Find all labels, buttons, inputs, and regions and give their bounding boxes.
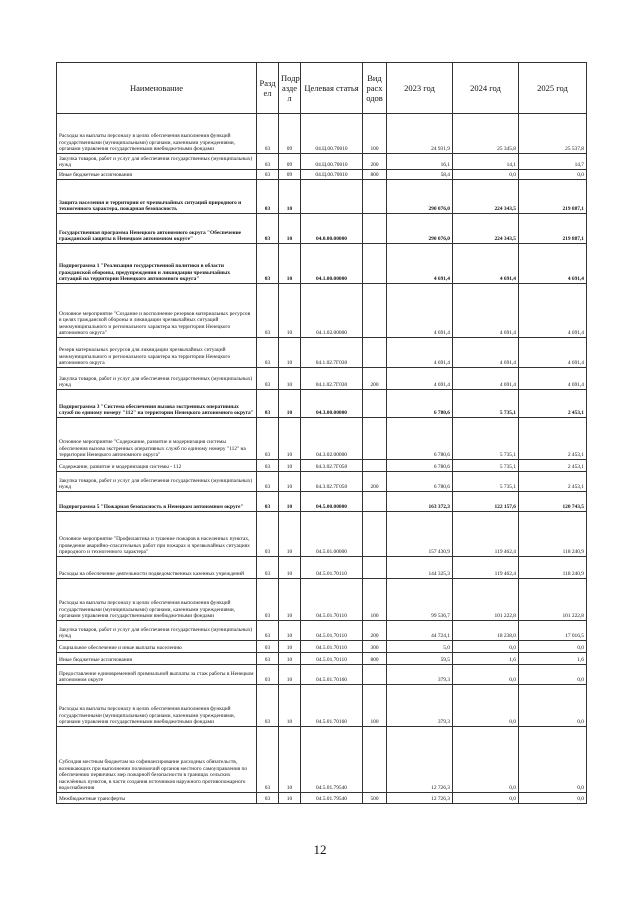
cell-razdel: 03 bbox=[257, 472, 279, 492]
budget-table bbox=[56, 62, 587, 804]
cell-2023: 157 430,9 bbox=[387, 512, 453, 557]
cell-2024: 14,1 bbox=[453, 154, 519, 170]
cell-podrazdel: 10 bbox=[279, 244, 301, 284]
cell-2024: 4 691,4 bbox=[453, 284, 519, 338]
cell-name: Расходы на выплаты персоналу в целях обеспечения выполнения функций государственными (муниципальными) органами, казенными учреждениями, органами управления государственными внебюджетными фондами bbox=[57, 114, 257, 154]
cell-2024: 4 691,4 bbox=[453, 338, 519, 368]
cell-podrazdel: 10 bbox=[279, 665, 301, 685]
table-row bbox=[57, 338, 587, 368]
cell-name: Основное мероприятие "Содержание, развитие и модернизация системы обеспечения вызова экстренных оперативных служб по единому номеру "112" на территории Ненецкого автономного округа" bbox=[57, 418, 257, 460]
cell-2024: 0,0 bbox=[453, 793, 519, 804]
table-header-row bbox=[57, 63, 587, 114]
cell-vid-rashodov bbox=[363, 284, 387, 338]
page-number: 12 bbox=[313, 842, 327, 857]
cell-celevaya-statya: 04.5.00.00000 bbox=[301, 492, 363, 512]
cell-celevaya-statya: 04.1.02.00000 bbox=[301, 284, 363, 338]
cell-celevaya-statya: 04.Ц.00.70010 bbox=[301, 170, 363, 180]
cell-2023: 379,3 bbox=[387, 685, 453, 727]
cell-name: Субсидия местным бюджетам на софинансирование расходных обязательств, возникающих при выполнении полномочий органов местного самоуправления по обеспечению первичных мер пожарной безопасности в границах сельских населённых пунктов, в части создания источников наружного противопожарного водоснабжения bbox=[57, 727, 257, 793]
cell-name: Закупка товаров, работ и услуг для обеспечения государственных (муниципальных) нужд bbox=[57, 472, 257, 492]
header-celevaya-statya: Целевая статья bbox=[301, 63, 363, 114]
cell-2023: 24 931,9 bbox=[387, 114, 453, 154]
cell-2025: 219 887,1 bbox=[519, 214, 587, 244]
cell-2024: 25 345,8 bbox=[453, 114, 519, 154]
cell-celevaya-statya: 04.5.01.70110 bbox=[301, 641, 363, 653]
cell-2025: 4 691,4 bbox=[519, 244, 587, 284]
table-row bbox=[57, 793, 587, 804]
cell-2024: 5 735,1 bbox=[453, 418, 519, 460]
cell-podrazdel: 10 bbox=[279, 512, 301, 557]
cell-podrazdel: 10 bbox=[279, 641, 301, 653]
cell-name: Подпрограмма 1 "Реализация государственной политики в области гражданской обороны, предупреждения и ликвидации чрезвычайных ситуаций на территории Ненецкого автономного округа" bbox=[57, 244, 257, 284]
table-row bbox=[57, 114, 587, 154]
cell-razdel: 03 bbox=[257, 338, 279, 368]
cell-2023: 290 076,0 bbox=[387, 180, 453, 214]
cell-celevaya-statya: 04.Ц.00.70010 bbox=[301, 154, 363, 170]
cell-celevaya-statya: 04.3.02.7Г050 bbox=[301, 472, 363, 492]
cell-podrazdel: 10 bbox=[279, 390, 301, 418]
cell-vid-rashodov: 800 bbox=[363, 170, 387, 180]
cell-2024: 1,6 bbox=[453, 653, 519, 665]
cell-2023: 4 691,4 bbox=[387, 368, 453, 390]
cell-2023: 5,0 bbox=[387, 641, 453, 653]
cell-2025: 2 453,1 bbox=[519, 472, 587, 492]
cell-celevaya-statya: 04.1.02.7Г030 bbox=[301, 368, 363, 390]
cell-celevaya-statya bbox=[301, 180, 363, 214]
table-row bbox=[57, 665, 587, 685]
cell-podrazdel: 10 bbox=[279, 418, 301, 460]
cell-podrazdel: 10 bbox=[279, 472, 301, 492]
cell-podrazdel: 09 bbox=[279, 170, 301, 180]
cell-celevaya-statya: 04.5.01.70110 bbox=[301, 557, 363, 579]
cell-podrazdel: 10 bbox=[279, 180, 301, 214]
cell-2025: 17 016,5 bbox=[519, 621, 587, 641]
cell-2023: 99 536,7 bbox=[387, 579, 453, 621]
cell-vid-rashodov: 200 bbox=[363, 154, 387, 170]
cell-vid-rashodov bbox=[363, 390, 387, 418]
cell-name: Иные бюджетные ассигнования bbox=[57, 170, 257, 180]
cell-celevaya-statya: 04.1.00.00000 bbox=[301, 244, 363, 284]
cell-2023: 12 726,3 bbox=[387, 727, 453, 793]
cell-2024: 0,0 bbox=[453, 665, 519, 685]
table-row bbox=[57, 579, 587, 621]
header-2023: 2023 год bbox=[387, 63, 453, 114]
cell-celevaya-statya: 04.5.01.70110 bbox=[301, 621, 363, 641]
header-podrazdel: Подр азде л bbox=[279, 63, 301, 114]
cell-vid-rashodov bbox=[363, 460, 387, 472]
cell-name: Защита населения и территории от чрезвычайных ситуаций природного и техногенного характера, пожарная безопасность bbox=[57, 180, 257, 214]
cell-2024: 0,0 bbox=[453, 727, 519, 793]
cell-razdel: 03 bbox=[257, 284, 279, 338]
cell-name: Межбюджетные трансферты bbox=[57, 793, 257, 804]
cell-podrazdel: 10 bbox=[279, 284, 301, 338]
table-row bbox=[57, 727, 587, 793]
cell-vid-rashodov: 200 bbox=[363, 472, 387, 492]
cell-2025: 0,0 bbox=[519, 641, 587, 653]
cell-razdel: 03 bbox=[257, 579, 279, 621]
cell-2023: 379,3 bbox=[387, 665, 453, 685]
cell-vid-rashodov bbox=[363, 512, 387, 557]
cell-2024: 119 462,4 bbox=[453, 557, 519, 579]
cell-2024: 18 238,0 bbox=[453, 621, 519, 641]
cell-2024: 4 691,4 bbox=[453, 368, 519, 390]
cell-2023: 59,5 bbox=[387, 653, 453, 665]
header-name: Наименование bbox=[57, 63, 257, 114]
cell-podrazdel: 10 bbox=[279, 621, 301, 641]
cell-razdel: 03 bbox=[257, 390, 279, 418]
cell-razdel: 03 bbox=[257, 685, 279, 727]
cell-vid-rashodov bbox=[363, 492, 387, 512]
table-row bbox=[57, 244, 587, 284]
cell-celevaya-statya: 04.5.01.70110 bbox=[301, 653, 363, 665]
cell-celevaya-statya: 04.5.01.00000 bbox=[301, 512, 363, 557]
cell-name: Социальное обеспечение и иные выплаты населению bbox=[57, 641, 257, 653]
cell-2025: 120 743,5 bbox=[519, 492, 587, 512]
cell-2025: 4 691,4 bbox=[519, 368, 587, 390]
cell-razdel: 03 bbox=[257, 512, 279, 557]
cell-razdel: 03 bbox=[257, 653, 279, 665]
cell-podrazdel: 10 bbox=[279, 685, 301, 727]
cell-celevaya-statya: 04.5.01.79540 bbox=[301, 793, 363, 804]
table-row bbox=[57, 170, 587, 180]
cell-name: Государственная программа Ненецкого автономного округа "Обеспечение гражданской защиты в Ненецком автономном округе" bbox=[57, 214, 257, 244]
table-row bbox=[57, 557, 587, 579]
cell-2025: 0,0 bbox=[519, 793, 587, 804]
cell-2025: 101 222,8 bbox=[519, 579, 587, 621]
cell-razdel: 03 bbox=[257, 460, 279, 472]
cell-2025: 4 691,4 bbox=[519, 338, 587, 368]
cell-2023: 16,1 bbox=[387, 154, 453, 170]
cell-podrazdel: 10 bbox=[279, 557, 301, 579]
cell-vid-rashodov: 100 bbox=[363, 114, 387, 154]
cell-vid-rashodov: 100 bbox=[363, 685, 387, 727]
budget-table-container bbox=[56, 62, 586, 804]
cell-2023: 144 325,3 bbox=[387, 557, 453, 579]
cell-podrazdel: 10 bbox=[279, 338, 301, 368]
table-row bbox=[57, 685, 587, 727]
cell-name: Расходы на выплаты персоналу в целях обеспечения выполнения функций государственными (муниципальными) органами, казенными учреждениями, органами управления государственными внебюджетными фондами bbox=[57, 579, 257, 621]
cell-razdel: 03 bbox=[257, 114, 279, 154]
cell-podrazdel: 10 bbox=[279, 793, 301, 804]
cell-razdel: 03 bbox=[257, 170, 279, 180]
cell-2023: 4 691,4 bbox=[387, 284, 453, 338]
cell-2023: 12 726,3 bbox=[387, 793, 453, 804]
cell-razdel: 03 bbox=[257, 368, 279, 390]
table-row bbox=[57, 368, 587, 390]
cell-2023: 290 076,0 bbox=[387, 214, 453, 244]
cell-2024: 0,0 bbox=[453, 685, 519, 727]
cell-vid-rashodov: 800 bbox=[363, 653, 387, 665]
cell-razdel: 03 bbox=[257, 793, 279, 804]
cell-2023: 58,4 bbox=[387, 170, 453, 180]
cell-name: Подпрограмма 5 "Пожарная безопасность в Ненецком автономном округе" bbox=[57, 492, 257, 512]
cell-vid-rashodov bbox=[363, 557, 387, 579]
cell-2025: 118 240,9 bbox=[519, 512, 587, 557]
cell-2023: 4 691,4 bbox=[387, 244, 453, 284]
cell-name: Закупка товаров, работ и услуг для обеспечения государственных (муниципальных) нужд bbox=[57, 368, 257, 390]
table-row bbox=[57, 154, 587, 170]
cell-podrazdel: 09 bbox=[279, 114, 301, 154]
cell-vid-rashodov bbox=[363, 180, 387, 214]
cell-2024: 224 343,5 bbox=[453, 214, 519, 244]
table-row bbox=[57, 390, 587, 418]
cell-2023: 4 691,4 bbox=[387, 338, 453, 368]
table-row bbox=[57, 284, 587, 338]
cell-name: Закупка товаров, работ и услуг для обеспечения государственных (муниципальных) нужд bbox=[57, 621, 257, 641]
cell-name: Расходы на выплаты персоналу в целях обеспечения выполнения функций государственными (муниципальными) органами, казенными учреждениями, органами управления государственными внебюджетными фондами bbox=[57, 685, 257, 727]
cell-vid-rashodov: 200 bbox=[363, 368, 387, 390]
cell-razdel: 03 bbox=[257, 214, 279, 244]
cell-razdel: 03 bbox=[257, 244, 279, 284]
cell-podrazdel: 10 bbox=[279, 579, 301, 621]
table-row bbox=[57, 492, 587, 512]
cell-celevaya-statya: 04.5.01.70160 bbox=[301, 665, 363, 685]
table-row bbox=[57, 180, 587, 214]
cell-celevaya-statya: 04.0.00.00000 bbox=[301, 214, 363, 244]
cell-2024: 224 343,5 bbox=[453, 180, 519, 214]
cell-name: Резерв материальных ресурсов для ликвидации чрезвычайных ситуаций межмуниципального и регионального характера на территории Ненецкого автономного округа bbox=[57, 338, 257, 368]
cell-razdel: 03 bbox=[257, 557, 279, 579]
cell-2025: 0,0 bbox=[519, 170, 587, 180]
cell-name: Иные бюджетные ассигнования bbox=[57, 653, 257, 665]
cell-vid-rashodov: 100 bbox=[363, 579, 387, 621]
cell-podrazdel: 10 bbox=[279, 368, 301, 390]
cell-celevaya-statya: 04.5.01.70160 bbox=[301, 685, 363, 727]
cell-2025: 1,6 bbox=[519, 653, 587, 665]
cell-vid-rashodov bbox=[363, 418, 387, 460]
cell-2024: 5 735,1 bbox=[453, 390, 519, 418]
header-vid-rashodov: Вид расх одов bbox=[363, 63, 387, 114]
cell-razdel: 03 bbox=[257, 641, 279, 653]
cell-2024: 0,0 bbox=[453, 170, 519, 180]
table-row bbox=[57, 621, 587, 641]
header-razdel: Разд ел bbox=[257, 63, 279, 114]
cell-podrazdel: 10 bbox=[279, 492, 301, 512]
cell-vid-rashodov: 300 bbox=[363, 641, 387, 653]
cell-podrazdel: 10 bbox=[279, 460, 301, 472]
cell-2025: 0,0 bbox=[519, 685, 587, 727]
cell-razdel: 03 bbox=[257, 492, 279, 512]
cell-2024: 122 157,6 bbox=[453, 492, 519, 512]
cell-razdel: 03 bbox=[257, 665, 279, 685]
cell-vid-rashodov bbox=[363, 727, 387, 793]
cell-name: Предоставление единовременной примиальной выплаты за стаж работы в Ненецком автономном округе bbox=[57, 665, 257, 685]
cell-2024: 4 691,4 bbox=[453, 244, 519, 284]
cell-2025: 219 887,1 bbox=[519, 180, 587, 214]
cell-vid-rashodov bbox=[363, 338, 387, 368]
cell-podrazdel: 10 bbox=[279, 214, 301, 244]
cell-celevaya-statya: 04.Ц.00.70010 bbox=[301, 114, 363, 154]
cell-razdel: 03 bbox=[257, 727, 279, 793]
cell-vid-rashodov bbox=[363, 244, 387, 284]
table-row bbox=[57, 214, 587, 244]
cell-2024: 101 222,8 bbox=[453, 579, 519, 621]
table-row bbox=[57, 460, 587, 472]
cell-podrazdel: 10 bbox=[279, 727, 301, 793]
cell-2025: 14,7 bbox=[519, 154, 587, 170]
cell-2024: 5 735,1 bbox=[453, 460, 519, 472]
header-2024: 2024 год bbox=[453, 63, 519, 114]
cell-2023: 6 780,6 bbox=[387, 390, 453, 418]
cell-name: Закупка товаров, работ и услуг для обеспечения государственных (муниципальных) нужд bbox=[57, 154, 257, 170]
cell-2025: 118 240,9 bbox=[519, 557, 587, 579]
cell-razdel: 03 bbox=[257, 621, 279, 641]
cell-name: Основное мероприятие "Создание и восполнение резервов материальных ресурсов в целях гражданской обороны и ликвидации чрезвычайных ситуаций межмуниципального и регионального характера на территории Ненецкого автономного округа" bbox=[57, 284, 257, 338]
cell-celevaya-statya: 04.5.01.70110 bbox=[301, 579, 363, 621]
cell-podrazdel: 10 bbox=[279, 653, 301, 665]
cell-2024: 119 462,4 bbox=[453, 512, 519, 557]
cell-vid-rashodov bbox=[363, 214, 387, 244]
cell-vid-rashodov bbox=[363, 665, 387, 685]
cell-2024: 5 735,1 bbox=[453, 472, 519, 492]
cell-name: Подпрограмма 3 "Система обеспечения вызова экстренных оперативных служб по единому номеру "112" на территории Ненецкого автономного округа" bbox=[57, 390, 257, 418]
cell-vid-rashodov: 500 bbox=[363, 793, 387, 804]
cell-vid-rashodov: 200 bbox=[363, 621, 387, 641]
cell-razdel: 03 bbox=[257, 180, 279, 214]
table-row bbox=[57, 641, 587, 653]
cell-2025: 2 453,1 bbox=[519, 418, 587, 460]
cell-name: Расходы на обеспечение деятельности подведомственных казенных учреждений bbox=[57, 557, 257, 579]
cell-celevaya-statya: 04.3.00.00000 bbox=[301, 390, 363, 418]
cell-2025: 2 453,1 bbox=[519, 460, 587, 472]
table-row bbox=[57, 653, 587, 665]
cell-celevaya-statya: 04.5.01.79540 bbox=[301, 727, 363, 793]
cell-2025: 0,0 bbox=[519, 727, 587, 793]
cell-celevaya-statya: 04.3.02.7Г050 bbox=[301, 460, 363, 472]
cell-2025: 0,0 bbox=[519, 665, 587, 685]
cell-2023: 6 780,6 bbox=[387, 460, 453, 472]
cell-2025: 4 691,4 bbox=[519, 284, 587, 338]
cell-razdel: 03 bbox=[257, 418, 279, 460]
cell-celevaya-statya: 04.3.02.00000 bbox=[301, 418, 363, 460]
table-body bbox=[57, 114, 587, 804]
cell-2023: 6 780,6 bbox=[387, 472, 453, 492]
cell-2023: 163 372,3 bbox=[387, 492, 453, 512]
cell-name: Содержание, развитие и модернизация системы - 112 bbox=[57, 460, 257, 472]
cell-2025: 2 453,1 bbox=[519, 390, 587, 418]
table-row bbox=[57, 512, 587, 557]
cell-2023: 44 724,1 bbox=[387, 621, 453, 641]
header-2025: 2025 год bbox=[519, 63, 587, 114]
cell-podrazdel: 09 bbox=[279, 154, 301, 170]
table-row bbox=[57, 418, 587, 460]
cell-celevaya-statya: 04.1.02.7Г030 bbox=[301, 338, 363, 368]
cell-name: Основное мероприятие "Профилактика и тушение пожаров в населенных пунктах, проведение аварийно-спасательных работ при пожарах и чрезвычайных ситуациях природного и техногенного характера" bbox=[57, 512, 257, 557]
cell-2024: 0,0 bbox=[453, 641, 519, 653]
table-row bbox=[57, 472, 587, 492]
cell-2025: 25 537,8 bbox=[519, 114, 587, 154]
cell-razdel: 03 bbox=[257, 154, 279, 170]
cell-2023: 6 780,6 bbox=[387, 418, 453, 460]
